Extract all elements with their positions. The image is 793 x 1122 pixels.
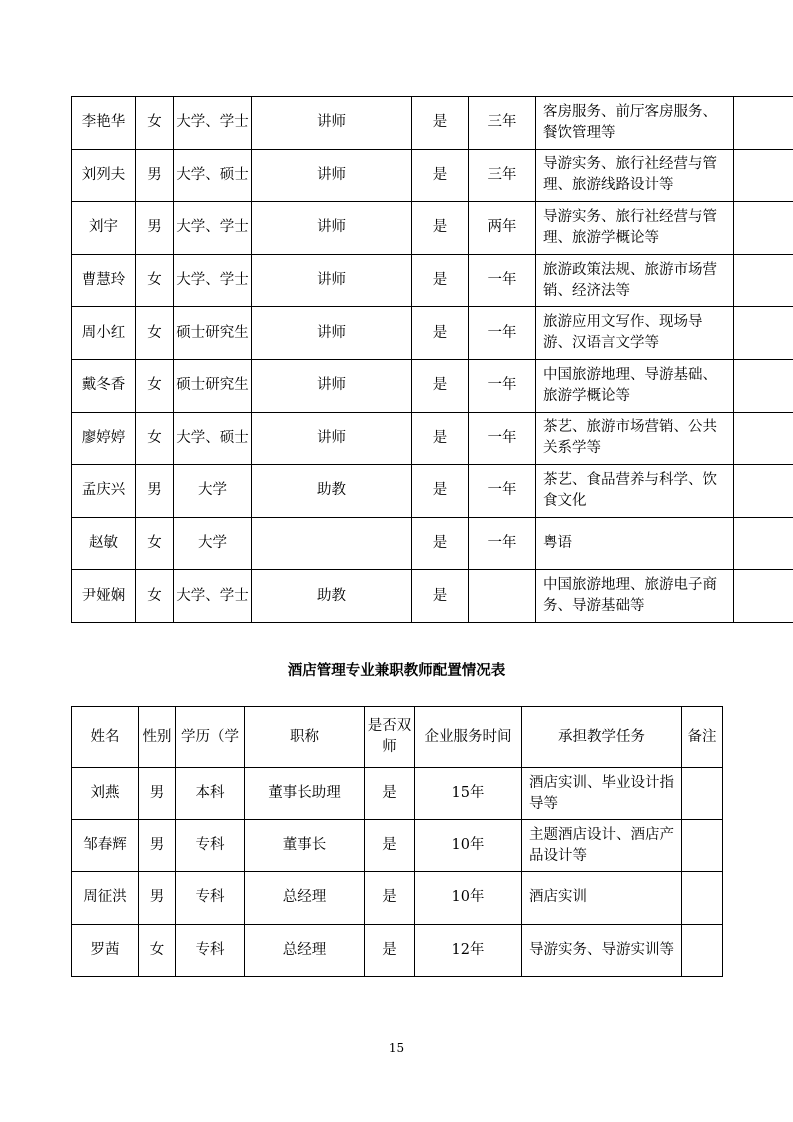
service-time-cell: 两年 bbox=[469, 202, 536, 255]
title-cell: 讲师 bbox=[252, 412, 412, 465]
name-cell: 尹娅娴 bbox=[72, 570, 136, 623]
table-title: 酒店管理专业兼职教师配置情况表 bbox=[287, 663, 506, 679]
education-cell: 本科 bbox=[176, 768, 245, 820]
teaching-task-cell: 导游实务、旅行社经营与管理、旅游线路设计等 bbox=[536, 149, 734, 202]
education-cell: 大学、硕士 bbox=[174, 412, 252, 465]
dual-teacher-cell: 是 bbox=[365, 768, 415, 820]
education-cell: 专科 bbox=[176, 924, 245, 976]
title-cell: 讲师 bbox=[252, 307, 412, 360]
remark-cell bbox=[734, 517, 793, 570]
gender-cell: 女 bbox=[136, 254, 174, 307]
gender-cell: 男 bbox=[136, 465, 174, 518]
header-dual-teacher: 是否双师 bbox=[365, 707, 415, 768]
name-cell: 李艳华 bbox=[72, 97, 136, 150]
teaching-task-cell: 中国旅游地理、导游基础、旅游学概论等 bbox=[536, 359, 734, 412]
teaching-task-cell: 茶艺、食品营养与科学、饮食文化 bbox=[536, 465, 734, 518]
name-cell: 刘宇 bbox=[72, 202, 136, 255]
dual-teacher-cell: 是 bbox=[365, 820, 415, 872]
education-cell: 硕士研究生 bbox=[174, 359, 252, 412]
education-cell: 大学、学士 bbox=[174, 570, 252, 623]
name-cell: 戴冬香 bbox=[72, 359, 136, 412]
table-row bbox=[72, 768, 723, 820]
title-cell: 董事长 bbox=[245, 820, 365, 872]
name-cell: 罗茜 bbox=[72, 924, 139, 976]
gender-cell: 男 bbox=[139, 768, 176, 820]
dual-teacher-cell: 是 bbox=[412, 97, 469, 150]
header-teaching-task: 承担教学任务 bbox=[522, 707, 682, 768]
service-time-cell: 10年 bbox=[415, 872, 522, 924]
table-row bbox=[72, 412, 793, 465]
dual-teacher-cell: 是 bbox=[412, 570, 469, 623]
remark-cell bbox=[682, 924, 723, 976]
remark-cell bbox=[682, 872, 723, 924]
gender-cell: 女 bbox=[136, 307, 174, 360]
remark-cell bbox=[734, 465, 793, 518]
service-time-cell: 一年 bbox=[469, 517, 536, 570]
teaching-task-cell: 主题酒店设计、酒店产品设计等 bbox=[522, 820, 682, 872]
gender-cell: 男 bbox=[136, 202, 174, 255]
teaching-task-cell: 客房服务、前厅客房服务、餐饮管理等 bbox=[536, 97, 734, 150]
page-number: 15 bbox=[388, 1041, 405, 1055]
table-row bbox=[72, 149, 793, 202]
title-cell bbox=[252, 517, 412, 570]
header-service-time: 企业服务时间 bbox=[415, 707, 522, 768]
service-time-cell: 一年 bbox=[469, 359, 536, 412]
dual-teacher-cell: 是 bbox=[412, 359, 469, 412]
table-row bbox=[72, 202, 793, 255]
remark-cell bbox=[682, 768, 723, 820]
teaching-task-cell: 旅游政策法规、旅游市场营销、经济法等 bbox=[536, 254, 734, 307]
name-cell: 邹春辉 bbox=[72, 820, 139, 872]
fulltime-teacher-table bbox=[71, 96, 793, 623]
header-remark: 备注 bbox=[682, 707, 723, 768]
remark-cell bbox=[734, 254, 793, 307]
table-row bbox=[72, 97, 793, 150]
table-row bbox=[72, 872, 723, 924]
title-cell: 讲师 bbox=[252, 97, 412, 150]
dual-teacher-cell: 是 bbox=[365, 924, 415, 976]
header-gender: 性别 bbox=[139, 707, 176, 768]
table-row bbox=[72, 465, 793, 518]
title-cell: 讲师 bbox=[252, 149, 412, 202]
name-cell: 赵敏 bbox=[72, 517, 136, 570]
service-time-cell: 12年 bbox=[415, 924, 522, 976]
dual-teacher-cell: 是 bbox=[412, 465, 469, 518]
teaching-task-cell: 导游实务、导游实训等 bbox=[522, 924, 682, 976]
teaching-task-cell: 导游实务、旅行社经营与管理、旅游学概论等 bbox=[536, 202, 734, 255]
name-cell: 刘燕 bbox=[72, 768, 139, 820]
header-name: 姓名 bbox=[72, 707, 139, 768]
title-cell: 讲师 bbox=[252, 359, 412, 412]
gender-cell: 男 bbox=[136, 149, 174, 202]
education-cell: 大学 bbox=[174, 465, 252, 518]
table-row bbox=[72, 820, 723, 872]
table-row bbox=[72, 924, 723, 976]
table-row bbox=[72, 570, 793, 623]
table-row bbox=[72, 254, 793, 307]
name-cell: 孟庆兴 bbox=[72, 465, 136, 518]
dual-teacher-cell: 是 bbox=[412, 149, 469, 202]
parttime-teacher-table bbox=[71, 706, 723, 977]
gender-cell: 女 bbox=[136, 517, 174, 570]
table-row bbox=[72, 359, 793, 412]
dual-teacher-cell: 是 bbox=[412, 412, 469, 465]
header-title: 职称 bbox=[245, 707, 365, 768]
remark-cell bbox=[734, 570, 793, 623]
education-cell: 大学、学士 bbox=[174, 202, 252, 255]
title-cell: 讲师 bbox=[252, 202, 412, 255]
gender-cell: 女 bbox=[139, 924, 176, 976]
table-row bbox=[72, 517, 793, 570]
teaching-task-cell: 酒店实训、毕业设计指导等 bbox=[522, 768, 682, 820]
remark-cell bbox=[734, 149, 793, 202]
title-cell: 总经理 bbox=[245, 924, 365, 976]
education-cell: 专科 bbox=[176, 872, 245, 924]
title-cell: 讲师 bbox=[252, 254, 412, 307]
gender-cell: 女 bbox=[136, 570, 174, 623]
education-cell: 硕士研究生 bbox=[174, 307, 252, 360]
dual-teacher-cell: 是 bbox=[412, 517, 469, 570]
header-education: 学历（学 bbox=[176, 707, 245, 768]
table-row bbox=[72, 307, 793, 360]
name-cell: 周小红 bbox=[72, 307, 136, 360]
service-time-cell: 一年 bbox=[469, 307, 536, 360]
gender-cell: 女 bbox=[136, 359, 174, 412]
name-cell: 周征洪 bbox=[72, 872, 139, 924]
remark-cell bbox=[734, 412, 793, 465]
gender-cell: 男 bbox=[139, 872, 176, 924]
dual-teacher-cell: 是 bbox=[412, 202, 469, 255]
gender-cell: 女 bbox=[136, 97, 174, 150]
title-cell: 董事长助理 bbox=[245, 768, 365, 820]
teaching-task-cell: 旅游应用文写作、现场导游、汉语言文学等 bbox=[536, 307, 734, 360]
remark-cell bbox=[734, 359, 793, 412]
education-cell: 大学、学士 bbox=[174, 254, 252, 307]
title-cell: 助教 bbox=[252, 465, 412, 518]
name-cell: 廖婷婷 bbox=[72, 412, 136, 465]
title-cell: 助教 bbox=[252, 570, 412, 623]
service-time-cell: 一年 bbox=[469, 254, 536, 307]
service-time-cell: 10年 bbox=[415, 820, 522, 872]
education-cell: 大学、硕士 bbox=[174, 149, 252, 202]
education-cell: 大学、学士 bbox=[174, 97, 252, 150]
remark-cell bbox=[734, 202, 793, 255]
remark-cell bbox=[734, 307, 793, 360]
teaching-task-cell: 粤语 bbox=[536, 517, 734, 570]
service-time-cell bbox=[469, 570, 536, 623]
dual-teacher-cell: 是 bbox=[412, 307, 469, 360]
education-cell: 专科 bbox=[176, 820, 245, 872]
header-row bbox=[72, 707, 723, 768]
name-cell: 刘列夫 bbox=[72, 149, 136, 202]
title-cell: 总经理 bbox=[245, 872, 365, 924]
dual-teacher-cell: 是 bbox=[365, 872, 415, 924]
service-time-cell: 三年 bbox=[469, 97, 536, 150]
remark-cell bbox=[682, 820, 723, 872]
teaching-task-cell: 酒店实训 bbox=[522, 872, 682, 924]
name-cell: 曹慧玲 bbox=[72, 254, 136, 307]
gender-cell: 女 bbox=[136, 412, 174, 465]
education-cell: 大学 bbox=[174, 517, 252, 570]
service-time-cell: 一年 bbox=[469, 465, 536, 518]
teaching-task-cell: 中国旅游地理、旅游电子商务、导游基础等 bbox=[536, 570, 734, 623]
service-time-cell: 一年 bbox=[469, 412, 536, 465]
dual-teacher-cell: 是 bbox=[412, 254, 469, 307]
service-time-cell: 三年 bbox=[469, 149, 536, 202]
teaching-task-cell: 茶艺、旅游市场营销、公共关系学等 bbox=[536, 412, 734, 465]
gender-cell: 男 bbox=[139, 820, 176, 872]
service-time-cell: 15年 bbox=[415, 768, 522, 820]
remark-cell bbox=[734, 97, 793, 150]
